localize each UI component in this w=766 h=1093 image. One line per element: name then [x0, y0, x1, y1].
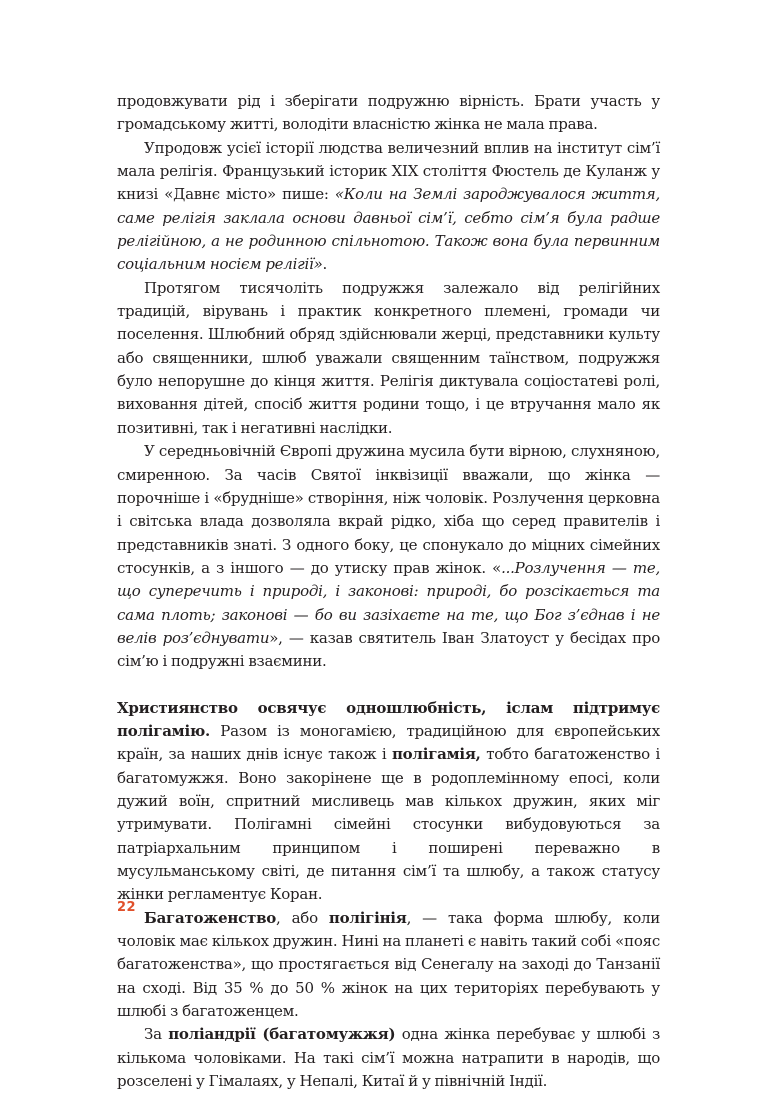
paragraph-2-quote: «Коли на Землі зароджувалося життя, саме релігія заклала основи давньої сім’ї, себто сім’я була радше релігійною, а не родинною спільнотою. Також вона була первинним соціальним носієм релігії» [117, 185, 660, 274]
paragraph-6 [117, 907, 660, 1024]
page-number: 22 [117, 900, 137, 915]
paragraph-7-term-polyandry: поліандрії (багатомужжя) [168, 1025, 396, 1044]
paragraph-6-text-end: , — така форма шлюбу, коли чоловік має кількох дружин. Нині на планеті є навіть такий собі «пояс багатоженства», що простягається від Сенегалу на заході до Танзанії на сході. Від 35 % до 50 % жінок на цих територіях перебувають у шлюбі з багатоженцем. [117, 908, 661, 1021]
paragraph-6-term-polygyny: полігінія [328, 908, 407, 927]
paragraph-6-term-polygamy-men: Багатоженство [144, 908, 277, 927]
page-body [117, 90, 660, 1093]
paragraph-1 [117, 90, 660, 137]
paragraph-7 [117, 1023, 660, 1093]
paragraph-7-text: За [144, 1025, 169, 1044]
paragraph-1-text: продовжувати рід і зберігати подружню вірність. Брати участь у громадському житті, володіти власністю жінка не мала права. [117, 92, 660, 134]
paragraph-5 [117, 697, 660, 907]
paragraph-4-text: У середньовічній Європі дружина мусила бути вірною, слухняною, смиренною. За часів Святої інквізиції вважали, що жінка — порочніше і «брудніше» створіння, ніж чоловік. Розлучення церковна і світська влада дозволяла вкрай рідко, хіба що серед правителів і представників знаті. З одного боку, це спонукало до міцних сімейних стосунків, а з іншого — до утиску прав жінок. « [117, 442, 660, 577]
paragraph-5-text-end: тобто багатоженство і багатомужжя. Воно закорінене ще в родоплемінному епосі, коли дужий воїн, спритний мисливець мав кількох дружин, яких міг утримувати. Полігамні сімейні стосунки вибудовуються за патріархальним принципом і поширені переважно в мусульманському світі, де питання сім’ї та шлюбу, а також статусу жінки регламентує Коран. [117, 745, 660, 904]
paragraph-2-end: . [322, 255, 328, 274]
paragraph-5-lead: Християнство освячує одношлюбність, іслам підтримує полігамію. [117, 698, 660, 740]
paragraph-6-text: , або [276, 908, 329, 927]
paragraph-3-text: Протягом тисячоліть подружжя залежало від релігійних традицій, вірувань і практик конкретного племені, громади чи поселення. Шлюбний обряд здійснювали жерці, представники культу або священники, шлюб уважали священним таїнством, подружжя було непорушне до кінця життя. Релігія диктувала соціостатеві ролі, виховання дітей, спосіб життя родини тощо, і це втручання мало як позитивні, так і негативні наслідки. [117, 278, 660, 437]
paragraph-3 [117, 277, 660, 440]
paragraph-2 [117, 137, 660, 277]
paragraph-7-text-end: одна жінка перебуває у шлюбі з кількома чоловіками. На такі сім’ї можна натрапити в народів, що розселені у Гімалаях, у Непалі, Китаї й у північній Індії. [117, 1025, 660, 1091]
paragraph-5-text: Разом із моногамією, традиційною для європейських країн, за наших днів існує також і [117, 721, 660, 764]
paragraph-5-term-polygamy: полігамія, [391, 745, 481, 764]
paragraph-2-text: Упродовж усієї історії людства величезний вплив на інститут сім’ї мала релігія. Французький історик XIX століття Фюстель де Куланж у книзі «Давнє місто» пише: [117, 138, 660, 204]
paragraph-4 [117, 440, 660, 673]
paragraph-4-end: », — казав святитель Іван Златоуст у бесідах про сім’ю і подружні взаємини. [117, 628, 660, 671]
paragraph-4-quote: ...Розлучення — те, що суперечить і природі, і законові: природі, бо розсікається та сама плоть; законові — бо ви зазіхаєте на те, що Бог з’єднав і не велів роз’єднувати [117, 558, 660, 647]
